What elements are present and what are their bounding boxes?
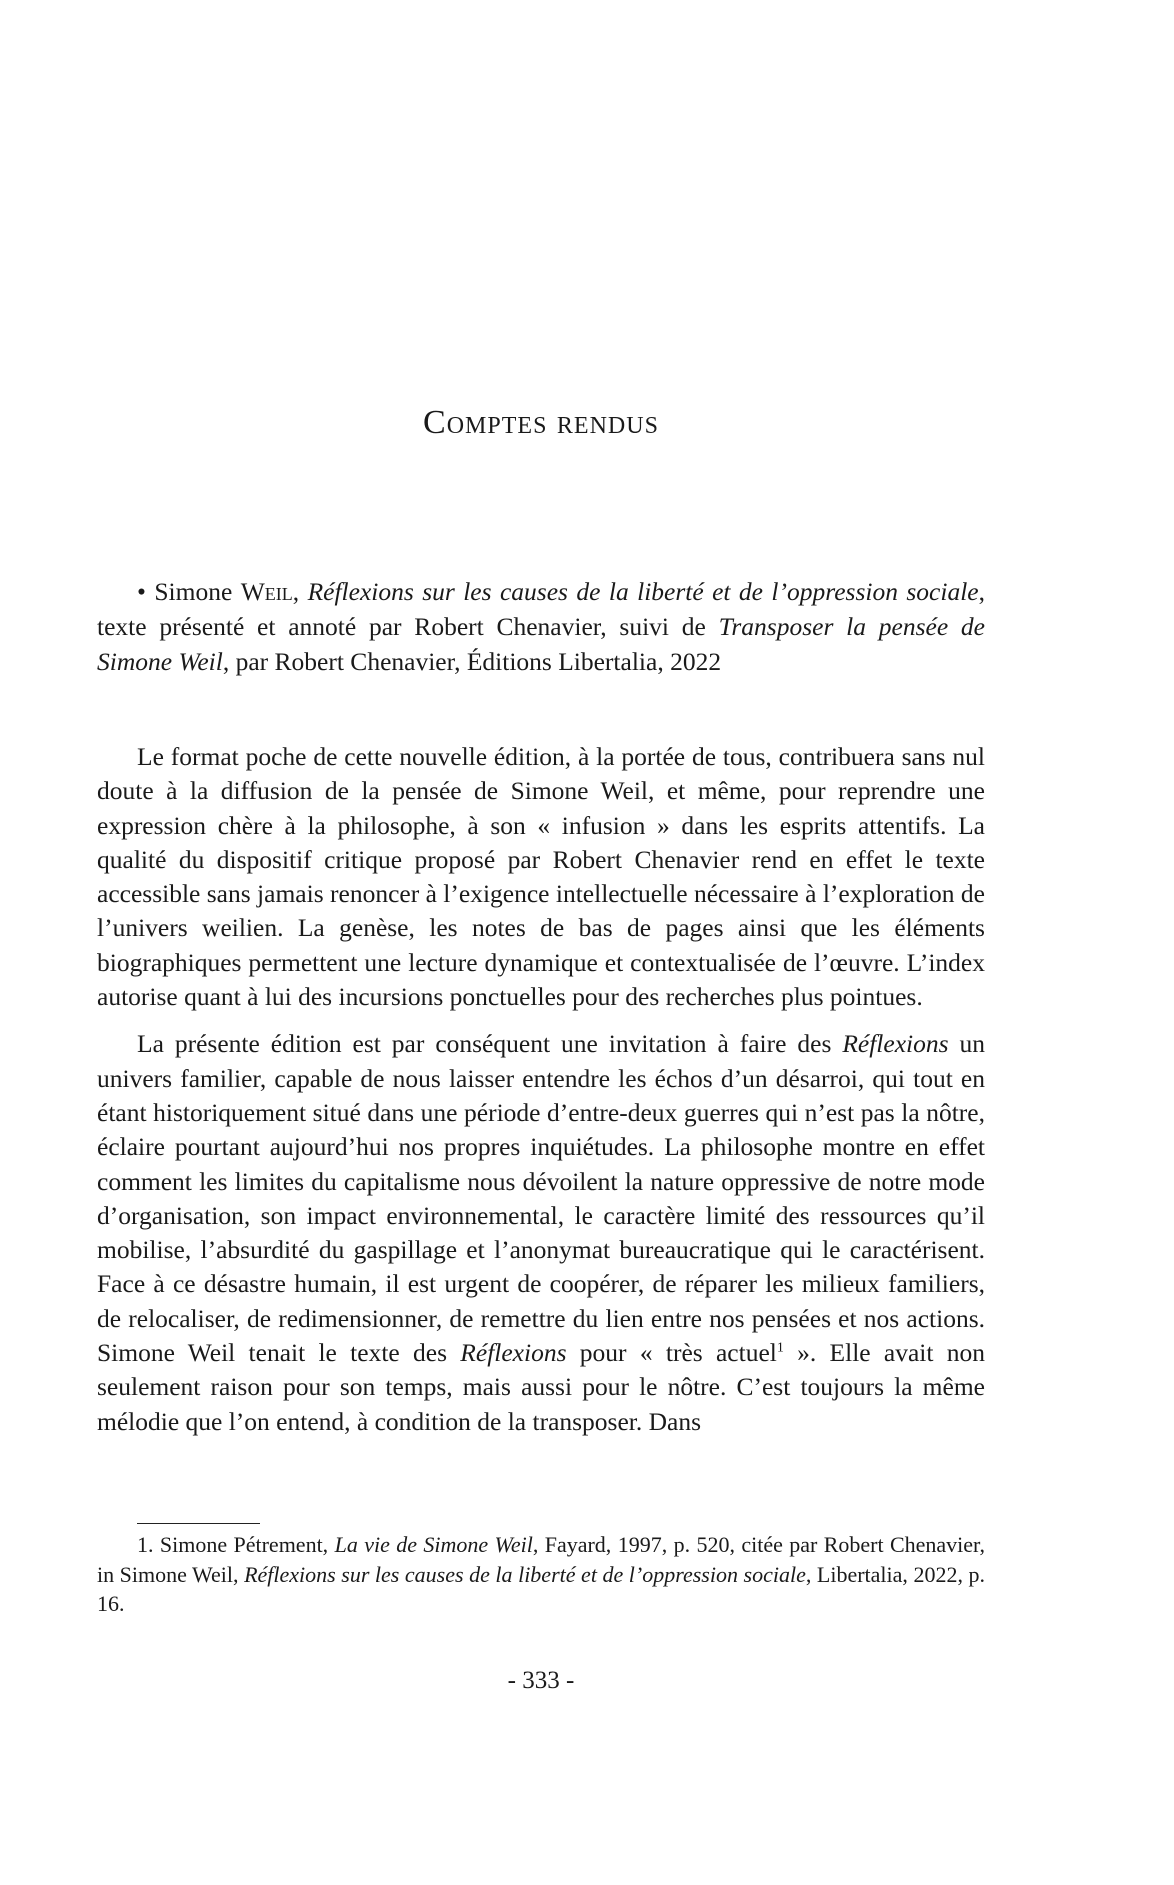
publisher-info: , par Robert Chenavier, Éditions Libertalia, 2022 — [222, 647, 722, 676]
title-reference: Réflexions — [842, 1029, 949, 1059]
footnote-text: , Fayard, 1997, p. 520, citée par Robert Chenavier, in Simone Weil, — [97, 1532, 986, 1587]
footnote-marker[interactable]: 1 — [776, 1340, 784, 1356]
paragraph-1: Le format poche de cette nouvelle édition, à la portée de tous, contribuera sans nul doute à la diffusion de la pensée de Simone Weil, et même, pour reprendre une expression chère à la philosophe, à son « infusion » dans les esprits attentifs. La qualité du dispositif critique proposé par Robert Chenavier rend en effet le texte accessible sans jamais renoncer à l’exigence intellectuelle nécessaire à l’exploration de l’univers weilien. La genèse, les notes de bas de pages ainsi que les éléments biographiques permettent une lecture dynamique et contextualisée de l’œuvre. L’index autorise quant à lui des incursions ponctuelles pour des recherches plus pointues. — [97, 742, 985, 1012]
author-last-name: Weil — [240, 577, 293, 606]
presented-by: , texte présenté et annoté par Robert Chenavier, suivi de — [97, 577, 985, 641]
footnote-divider — [137, 1523, 260, 1524]
review-body — [97, 740, 985, 1452]
paragraph-2-text: un univers familier, capable de nous laisser entendre les échos d’un désarroi, qui tout en étant historiquement situé dans une période d’entre-deux guerres qui n’est pas la nôtre, éclaire pourtant aujourd’hui nos propres inquiétudes. La philosophe montre en effet comment les limites du capitalisme nous dévoilent la nature oppressive de notre mode d’organisation, son impact environnemental, le caractère limité des ressources qu’il mobilise, l’absurdité du gaspillage et l’anonymat bureaucratique qui le caractérisent. Face à ce désastre humain, il est urgent de coopérer, de réparer les milieux familiers, de relocaliser, de redimensionner, de remettre du lien entre nos pensées et nos actions. Simone Weil tenait le texte des — [97, 1029, 985, 1368]
author-first-name: Simone — [154, 577, 233, 606]
footnote-number: 1. — [137, 1532, 154, 1557]
paragraph-2 — [97, 1027, 985, 1439]
footnote — [97, 1530, 985, 1619]
paragraph-2-text: pour « très actuel — [566, 1338, 777, 1368]
footnote-text: , Libertalia, 2022, p. 16. — [97, 1561, 985, 1616]
review-header — [97, 574, 985, 679]
separator: , — [292, 577, 308, 606]
paragraph-2-text: La présente édition est par conséquent une invitation à faire des — [137, 1029, 843, 1059]
title-reference: Réflexions — [460, 1338, 567, 1368]
secondary-title: Transposer la pensée de Simone Weil — [97, 612, 985, 676]
footnote-title: Réflexions sur les causes de la liberté et de l’oppression sociale — [244, 1561, 806, 1587]
page-number: - 333 - — [507, 1667, 575, 1694]
footnote-title: La vie de Simone Weil — [334, 1532, 533, 1557]
paragraph-2-text: ». Elle avait non seulement raison pour son temps, mais aussi pour le nôtre. C’est toujours la même mélodie que l’on entend, à condition de la transposer. Dans — [97, 1338, 986, 1436]
section-title: Comptes rendus — [423, 404, 659, 441]
bullet: • — [137, 577, 146, 606]
book-title: Réflexions sur les causes de la liberté et de l’oppression sociale — [307, 577, 979, 606]
footnote-text: Simone Pétrement, — [153, 1532, 335, 1557]
